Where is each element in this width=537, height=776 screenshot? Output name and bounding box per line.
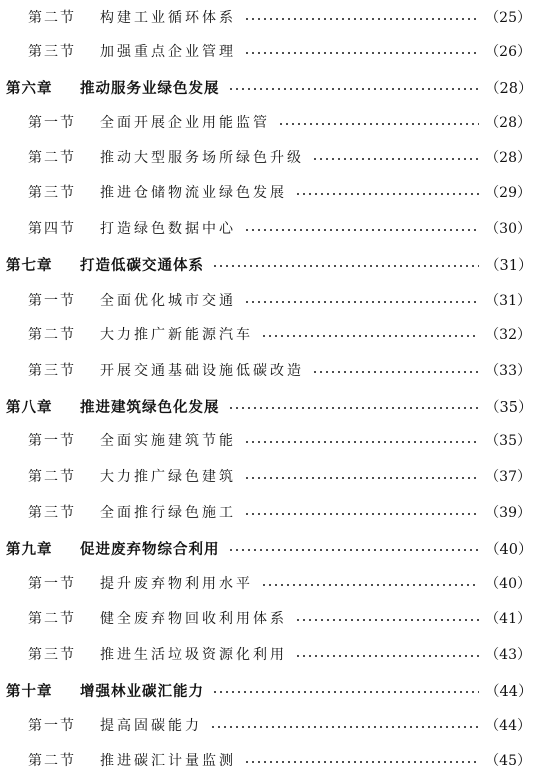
section-number: 第一节: [28, 293, 76, 309]
section-title: 打造绿色数据中心: [100, 221, 236, 237]
section-number: 第一节: [28, 718, 76, 734]
toc-section-row: [0, 285, 537, 315]
dot-leader: [244, 761, 479, 763]
toc-chapter-row: [0, 72, 537, 102]
toc-section-row: [0, 639, 537, 669]
dot-leader: [312, 158, 479, 160]
chapter-title: 增强林业碳汇能力: [80, 682, 204, 700]
page-number: （31）: [485, 257, 533, 274]
section-title: 健全废弃物回收利用体系: [100, 611, 287, 627]
section-title: 提高固碳能力: [100, 718, 202, 734]
section-title: 全面开展企业用能监管: [100, 115, 270, 131]
toc-section-row: [0, 107, 537, 137]
page-number: （29）: [485, 185, 531, 201]
page-number: （25）: [485, 10, 531, 26]
chapter-number: 第六章: [6, 79, 53, 97]
section-number: 第二节: [28, 611, 76, 627]
chapter-title: 推进建筑绿色化发展: [80, 398, 220, 416]
section-number: 第三节: [28, 44, 76, 60]
toc-chapter-row: [0, 675, 537, 705]
section-title: 大力推广新能源汽车: [100, 327, 253, 343]
section-number: 第二节: [28, 753, 76, 769]
toc-section-row: [0, 568, 537, 598]
page-number: （40）: [485, 576, 531, 592]
page-number: （31）: [485, 293, 531, 309]
toc-section-row: [0, 177, 537, 207]
section-number: 第二节: [28, 10, 76, 26]
toc-chapter-row: [0, 533, 537, 563]
dot-leader: [278, 123, 479, 125]
toc-section-row: [0, 142, 537, 172]
dot-leader: [244, 301, 479, 303]
dot-leader: [312, 371, 479, 373]
page-number: （30）: [485, 221, 531, 237]
section-number: 第三节: [28, 505, 76, 521]
section-title: 推进仓储物流业绿色发展: [100, 185, 287, 201]
toc-section-row: [0, 425, 537, 455]
chapter-number: 第八章: [6, 398, 53, 416]
section-number: 第一节: [28, 115, 76, 131]
dot-leader: [295, 619, 479, 621]
section-title: 提升废弃物利用水平: [100, 576, 253, 592]
toc-section-row: [0, 213, 537, 243]
section-title: 开展交通基础设施低碳改造: [100, 363, 304, 379]
chapter-number: 第十章: [6, 682, 53, 700]
dot-leader: [261, 584, 479, 586]
dot-leader: [244, 229, 479, 231]
dot-leader: [295, 655, 479, 657]
section-title: 加强重点企业管理: [100, 44, 236, 60]
chapter-title: 打造低碳交通体系: [80, 256, 204, 274]
section-title: 全面优化城市交通: [100, 293, 236, 309]
dot-leader: [244, 18, 479, 20]
section-number: 第四节: [28, 221, 76, 237]
toc-section-row: [0, 745, 537, 775]
dot-leader: [244, 441, 479, 443]
toc-section-row: [0, 36, 537, 66]
dot-leader: [244, 477, 479, 479]
section-number: 第一节: [28, 576, 76, 592]
dot-leader: [228, 549, 480, 551]
section-number: 第三节: [28, 647, 76, 663]
toc-section-row: [0, 710, 537, 740]
chapter-number: 第七章: [6, 256, 53, 274]
toc-section-row: [0, 461, 537, 491]
page-number: （28）: [485, 115, 531, 131]
section-number: 第三节: [28, 185, 76, 201]
page-number: （35）: [485, 399, 533, 416]
page-number: （28）: [485, 80, 533, 97]
dot-leader: [212, 691, 479, 693]
dot-leader: [295, 193, 479, 195]
page-number: （45）: [485, 753, 531, 769]
section-number: 第二节: [28, 150, 76, 166]
page-number: （44）: [485, 718, 531, 734]
dot-leader: [244, 52, 479, 54]
section-number: 第二节: [28, 327, 76, 343]
page-number: （32）: [485, 327, 531, 343]
section-title: 构建工业循环体系: [100, 10, 236, 26]
toc-section-row: [0, 603, 537, 633]
dot-leader: [228, 88, 480, 90]
page-number: （43）: [485, 647, 531, 663]
page-number: （41）: [485, 611, 531, 627]
section-title: 推进碳汇计量监测: [100, 753, 236, 769]
dot-leader: [261, 335, 479, 337]
section-title: 全面实施建筑节能: [100, 433, 236, 449]
section-title: 推进生活垃圾资源化利用: [100, 647, 287, 663]
chapter-number: 第九章: [6, 540, 53, 558]
page-number: （40）: [485, 541, 533, 558]
toc-section-row: [0, 319, 537, 349]
section-number: 第一节: [28, 433, 76, 449]
page-number: （35）: [485, 433, 531, 449]
chapter-title: 促进废弃物综合利用: [80, 540, 220, 558]
toc-section-row: [0, 355, 537, 385]
section-title: 大力推广绿色建筑: [100, 469, 236, 485]
toc-section-row: [0, 2, 537, 32]
page-number: （37）: [485, 469, 531, 485]
dot-leader: [244, 513, 479, 515]
page-number: （28）: [485, 150, 531, 166]
dot-leader: [210, 726, 479, 728]
section-title: 全面推行绿色施工: [100, 505, 236, 521]
toc-chapter-row: [0, 249, 537, 279]
page-number: （44）: [485, 683, 533, 700]
toc-section-row: [0, 497, 537, 527]
section-title: 推动大型服务场所绿色升级: [100, 150, 304, 166]
section-number: 第三节: [28, 363, 76, 379]
page-number: （33）: [485, 363, 531, 379]
dot-leader: [212, 265, 479, 267]
section-number: 第二节: [28, 469, 76, 485]
chapter-title: 推动服务业绿色发展: [80, 79, 220, 97]
page-number: （26）: [485, 44, 531, 60]
toc-chapter-row: [0, 391, 537, 421]
page-number: （39）: [485, 505, 531, 521]
dot-leader: [228, 407, 480, 409]
